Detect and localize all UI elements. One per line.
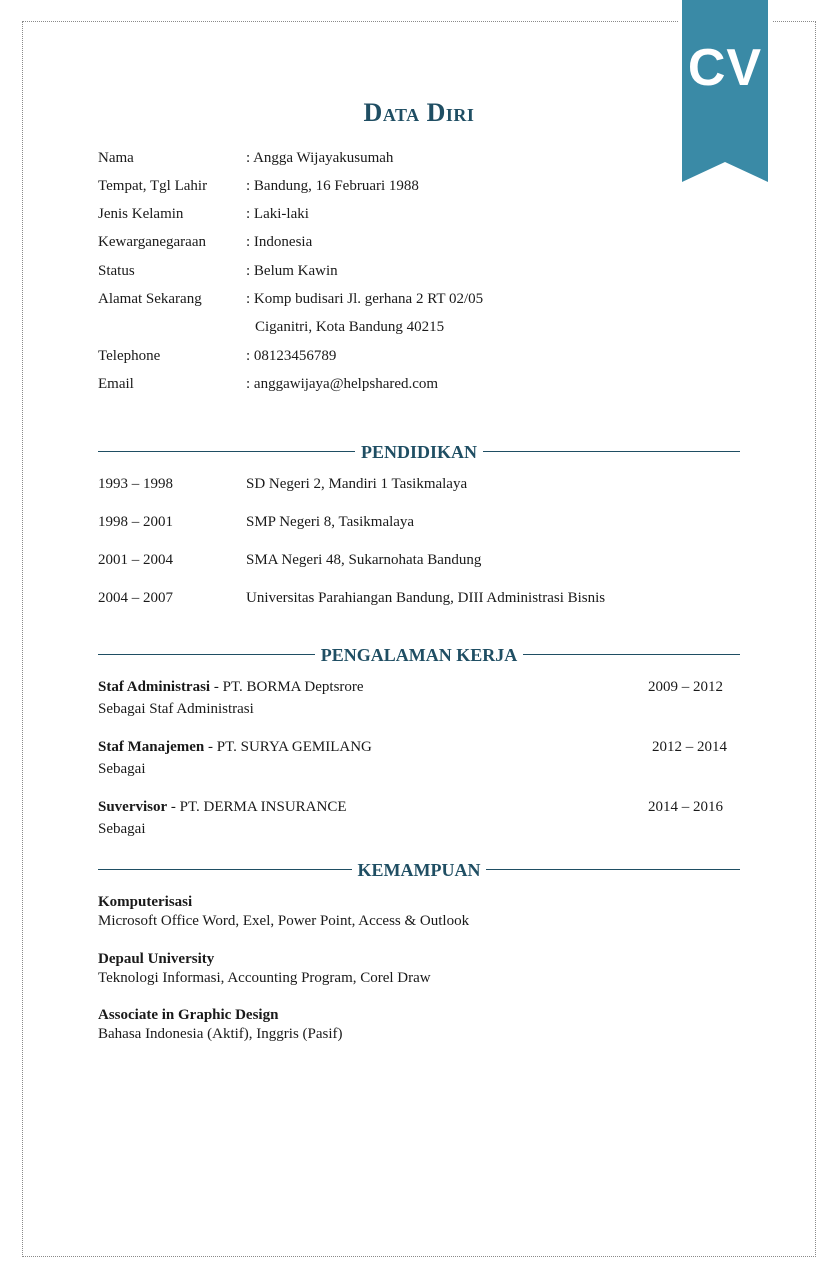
education-years: 2001 – 2004	[98, 552, 173, 568]
job-description: Sebagai Staf Administrasi	[98, 701, 254, 717]
skill-item	[98, 1006, 343, 1044]
skill-heading: Komputerisasi	[98, 894, 193, 910]
job-years: 2014 – 2016	[648, 799, 723, 815]
personal-label: Email	[98, 376, 134, 392]
skill-item	[98, 893, 469, 931]
personal-label: Tempat, Tgl Lahir	[98, 178, 208, 194]
job-role: Suvervisor	[98, 799, 168, 815]
job-company: - PT. BORMA Deptsrore	[210, 679, 364, 695]
personal-value: : Komp budisari Jl. gerhana 2 RT 02/05	[246, 291, 484, 307]
personal-label: Status	[98, 263, 135, 279]
personal-value: Ciganitri, Kota Bandung 40215	[255, 319, 445, 335]
education-school: SMA Negeri 48, Sukarnohata Bandung	[246, 552, 482, 568]
skill-item	[98, 950, 431, 988]
personal-value: : 08123456789	[246, 348, 337, 364]
section-header-education	[98, 440, 740, 464]
personal-value: : Indonesia	[246, 234, 313, 250]
experience-item	[98, 676, 738, 720]
experience-item	[98, 796, 738, 840]
skill-heading: Depaul University	[98, 951, 215, 967]
education-years: 1993 – 1998	[98, 476, 173, 492]
job-description: Sebagai	[98, 821, 146, 837]
section-title: PENGALAMAN KERJA	[315, 645, 524, 665]
section-header-skills	[98, 858, 740, 882]
education-school: SD Negeri 2, Mandiri 1 Tasikmalaya	[246, 476, 468, 492]
skill-text: Microsoft Office Word, Exel, Power Point, Access & Outlook	[98, 913, 470, 929]
job-role: Staf Administrasi	[98, 679, 211, 695]
personal-label: Alamat Sekarang	[98, 291, 202, 307]
skill-text: Bahasa Indonesia (Aktif), Inggris (Pasif)	[98, 1026, 343, 1042]
section-title: KEMAMPUAN	[352, 860, 487, 880]
job-description: Sebagai	[98, 761, 146, 777]
education-school: Universitas Parahiangan Bandung, DIII Administrasi Bisnis	[246, 590, 606, 606]
personal-value: : Laki-laki	[246, 206, 309, 222]
personal-value: : Bandung, 16 Februari 1988	[246, 178, 419, 194]
education-years: 2004 – 2007	[98, 590, 173, 606]
skill-text: Teknologi Informasi, Accounting Program, Corel Draw	[98, 970, 431, 986]
skill-heading: Associate in Graphic Design	[98, 1007, 279, 1023]
personal-label: Kewarganegaraan	[98, 234, 206, 250]
personal-label: Jenis Kelamin	[98, 206, 184, 222]
job-years: 2009 – 2012	[648, 679, 723, 695]
experience-item	[98, 736, 738, 780]
personal-label: Nama	[98, 150, 134, 166]
section-title: PENDIDIKAN	[355, 442, 483, 462]
cv-badge-text: CV	[687, 39, 763, 97]
cv-ribbon-badge	[678, 0, 772, 190]
education-school: SMP Negeri 8, Tasikmalaya	[246, 514, 415, 530]
personal-value: : anggawijaya@helpshared.com	[246, 376, 439, 392]
page-title: Data Diri	[363, 98, 475, 127]
job-company: - PT. DERMA INSURANCE	[167, 799, 347, 815]
job-company: - PT. SURYA GEMILANG	[204, 739, 372, 755]
section-header-experience	[98, 643, 740, 667]
job-years: 2012 – 2014	[652, 739, 727, 755]
personal-value: : Angga Wijayakusumah	[246, 150, 394, 166]
job-role: Staf Manajemen	[98, 739, 205, 755]
personal-label: Telephone	[98, 348, 161, 364]
education-years: 1998 – 2001	[98, 514, 173, 530]
personal-value: : Belum Kawin	[246, 263, 338, 279]
